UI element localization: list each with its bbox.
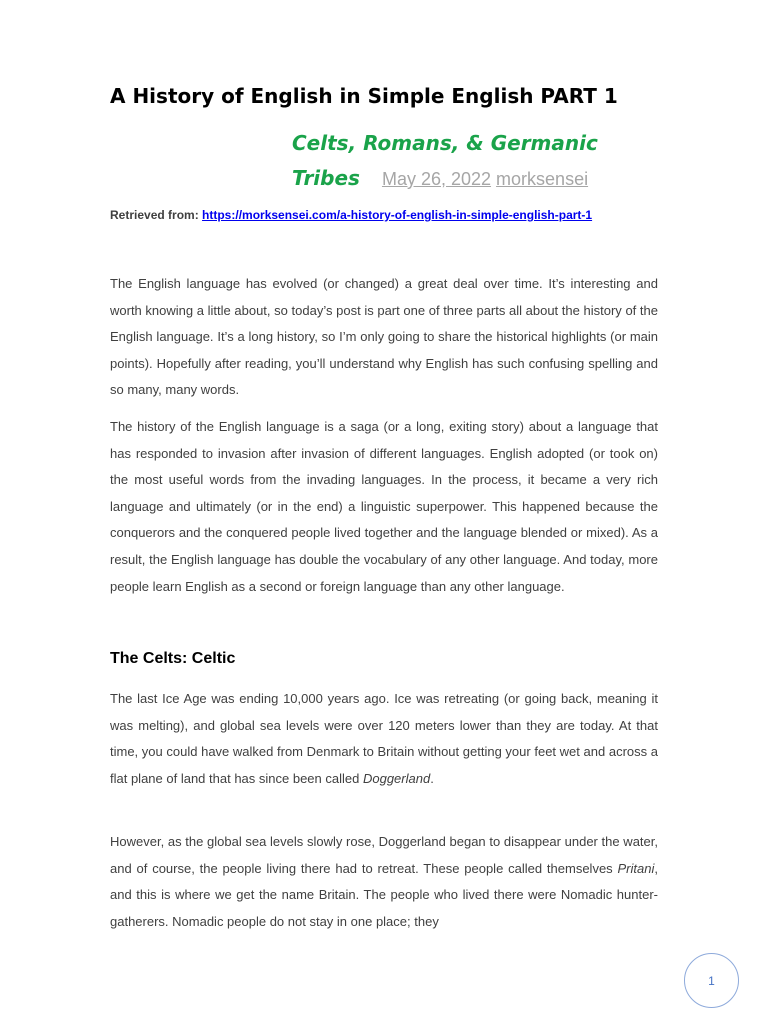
post-meta — [382, 169, 588, 189]
subtitle-line-2 — [292, 161, 632, 197]
retrieved-url-link[interactable]: https://morksensei.com/a-history-of-english-in-simple-english-part-1 — [202, 208, 593, 222]
paragraph-3-italic: Doggerland — [362, 770, 431, 786]
paragraph-4-text-2: , and this is where we get the name Britain. The people who lived there were Nomadic hunter-gatherers. Nomadic people do not stay in one place; they — [110, 860, 658, 929]
paragraph-4-text-1: However, as the global sea levels slowly rose, Doggerland began to disappear under the water, and of course, the people living there had to retreat. These people called themselves — [110, 834, 658, 876]
subtitle-line-2-text: Tribes — [292, 166, 360, 190]
paragraph-3 — [110, 686, 658, 792]
paragraph-2: The history of the English language is a saga (or a long, exiting story) about a language that has responded to invasion after invasion of different languages. English adopted (or took on) the most useful words from the invading languages. In the process, it became a very rich language and ultimately (or in the end) a linguistic superpower. This happened because the conquerors and the conquered people lived together and the language blended or mixed). As a result, the English language has double the vocabulary of any other language. And today, more people learn English as a second or foreign language than any other language. — [110, 419, 658, 594]
paragraph-3-text: The last Ice Age was ending 10,000 years ago. Ice was retreating (or going back, meaning it was melting), and global sea levels were over 120 meters lower than they are today. At that time, you could have walked from Denmark to Britain without getting your feet wet and across a flat plane of land that has since been called — [110, 691, 658, 786]
paragraph-4 — [110, 829, 658, 935]
paragraph-3-end: . — [430, 770, 434, 786]
document-title: A History of English in Simple English PART 1 — [110, 84, 618, 108]
retrieved-label: Retrieved from: — [110, 208, 199, 222]
paragraph-4-italic: Pritani — [617, 860, 655, 876]
subtitle-line-1: Celts, Romans, & Germanic — [292, 131, 598, 155]
section-heading: The Celts: Celtic — [110, 650, 236, 667]
subtitle — [292, 126, 632, 197]
page-number: 1 — [684, 953, 739, 1008]
retrieved-from — [110, 208, 592, 222]
post-date-link[interactable]: May 26, 2022 — [381, 169, 492, 189]
post-author-link[interactable]: morksensei — [496, 169, 589, 189]
paragraph-1: The English language has evolved (or changed) a great deal over time. It’s interesting and worth knowing a little about, so today’s post is part one of three parts all about the history of the English language. It’s a long history, so I’m only going to share the historical highlights (or main points). Hopefully after reading, you’ll understand why English has such confusing spelling and so many, many words. — [110, 276, 658, 398]
